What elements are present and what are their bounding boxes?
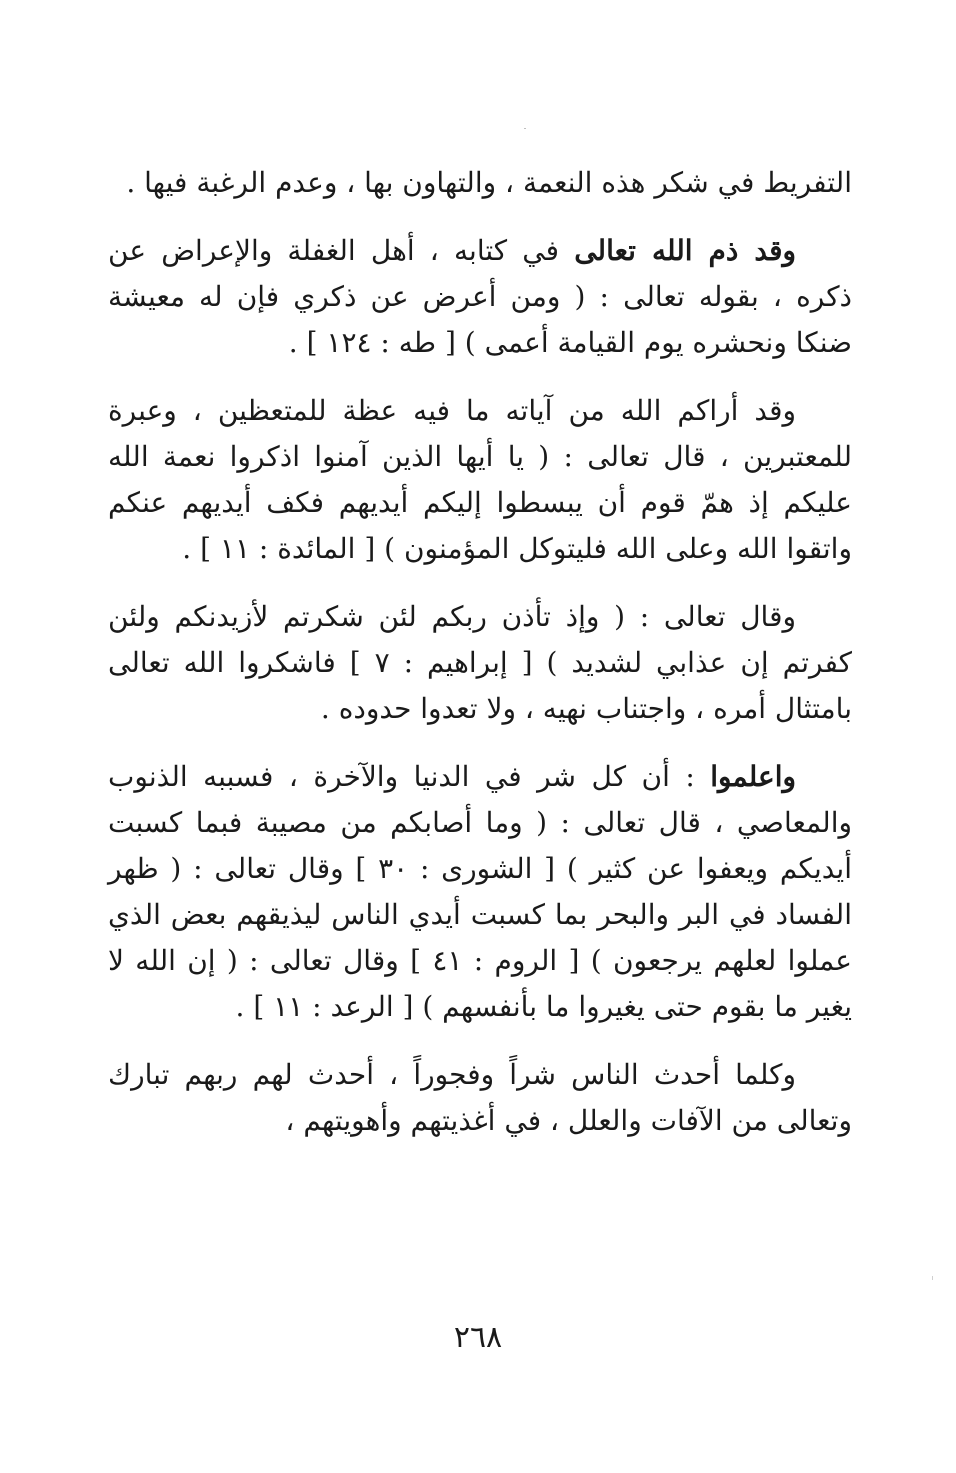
paragraph-text: وكلما أحدث الناس شراً وفجوراً ، أحدث لهم ربهم تبارك وتعالى من الآفات والعلل ، في أغذيتهم وأهويتهم ، — [108, 1058, 852, 1137]
body-text — [108, 160, 852, 1166]
scan-speck — [932, 1276, 933, 1280]
paragraph-text: وقد أراكم الله من آياته ما فيه عظة للمتعظين ، وعبرة للمعتبرين ، قال تعالى : ( يا أيها الذين آمنوا اذكروا نعمة الله عليكم إذ همّ قوم أن يبسطوا إليكم أيديهم فكف أيديهم عنكم واتقوا الله وعلى الله فليتوكل المؤمنون ) [ المائدة : ١١ ] . — [108, 394, 852, 565]
paragraph — [108, 388, 852, 572]
paragraph-lead: واعلموا — [710, 760, 796, 793]
paragraph-text: في كتابه ، أهل الغفلة والإعراض عن ذكره ، بقوله تعالى : ( ومن أعرض عن ذكري فإن له معيشة ضنكا ونحشره يوم القيامة أعمى ) [ طه : ١٢٤ ] . — [108, 234, 852, 359]
scan-speck — [524, 128, 526, 129]
paragraph — [108, 228, 852, 366]
paragraph-text: وقال تعالى : ( وإذ تأذن ربكم لئن شكرتم لأزيدنكم ولئن كفرتم إن عذابي لشديد ) [ إبراهيم : ٧ ] فاشكروا الله تعالى بامتثال أمره ، واجتناب نهيه ، ولا تعدوا حدوده . — [108, 600, 852, 725]
paragraph-continuation — [108, 160, 852, 206]
paragraph — [108, 594, 852, 732]
paragraph-lead: وقد ذم الله تعالى — [574, 234, 796, 267]
paragraph — [108, 754, 852, 1030]
paragraph — [108, 1052, 852, 1144]
paragraph-text: : أن كل شر في الدنيا والآخرة ، فسببه الذنوب والمعاصي ، قال تعالى : ( وما أصابكم من مصيبة فبما كسبت أيديكم ويعفوا عن كثير ) [ الشورى : ٣٠ ] وقال تعالى : ( ظهر الفساد في البر والبحر بما كسبت أيدي الناس ليذيقهم بعض الذي عملوا لعلهم يرجعون ) [ الروم : ٤١ ] وقال تعالى : ( إن الله لا يغير ما بقوم حتى يغيروا ما بأنفسهم ) [ الرعد : ١١ ] . — [108, 760, 853, 1023]
page-number: ٢٦٨ — [453, 1320, 503, 1355]
paragraph-text: التفريط في شكر هذه النعمة ، والتهاون بها ، وعدم الرغبة فيها . — [126, 166, 852, 199]
